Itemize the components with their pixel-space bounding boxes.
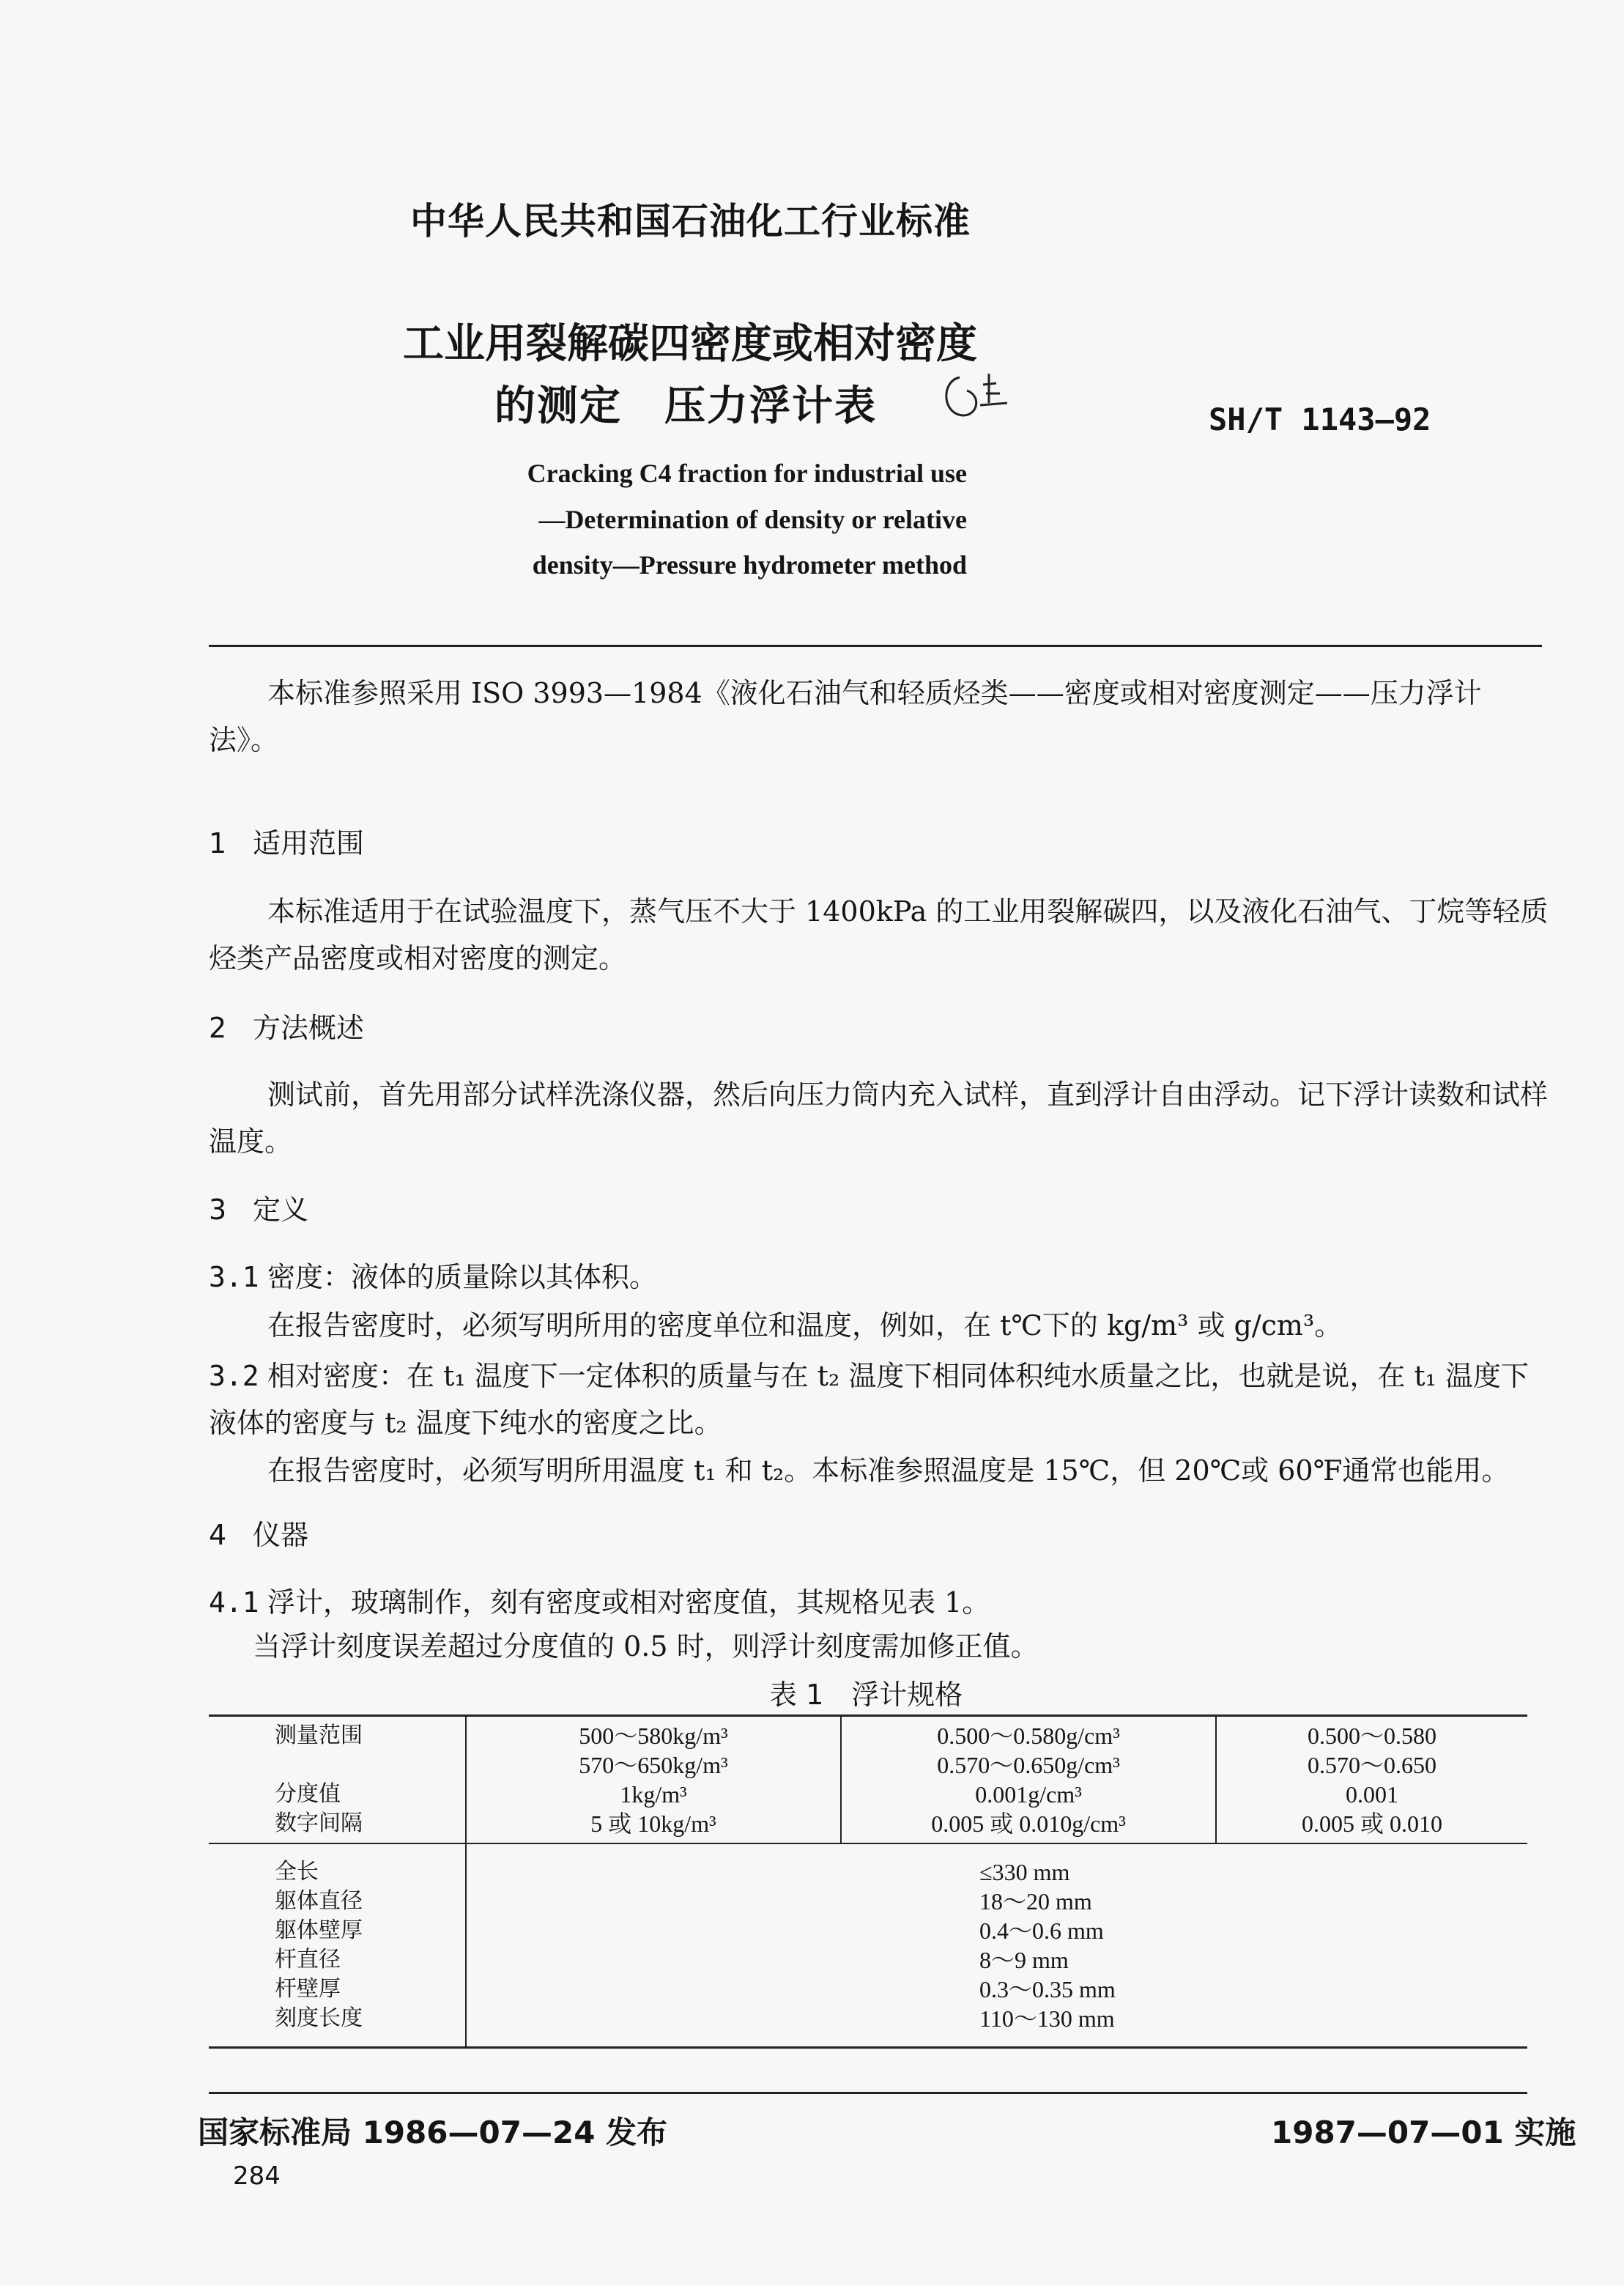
table-label-cell (209, 1716, 466, 1844)
doc-title-line-2: 的测定 压力浮计表 (494, 382, 877, 430)
section-heading (209, 821, 364, 861)
clause-note: 在报告密度时，必须写明所用温度 t₁ 和 t₂。本标准参照温度是 15℃，但 20℃或 60℉通常也能用。 (267, 1454, 1510, 1487)
table-label: 测量范围 (275, 1723, 363, 1748)
section-title: 方法概述 (253, 1012, 365, 1044)
section-number: 4 (209, 1519, 227, 1551)
table-value: 110～130 mm (979, 2005, 1115, 2032)
section-number: 3 (209, 1194, 227, 1226)
issuing-standard-header: 中华人民共和国石油化工行业标准 (410, 200, 971, 243)
handwritten-annotation-mark (938, 363, 1018, 421)
table-label-cell (209, 1843, 466, 2048)
section-title: 仪器 (253, 1519, 309, 1551)
table-value: 0.500～0.580g/cm³ (937, 1723, 1120, 1749)
section-paragraph: 本标准适用于在试验温度下，蒸气压不大于 1400kPa 的工业用裂解碳四，以及液化石油气、丁烷等轻质烃类产品密度或相对密度的测定。 (209, 895, 1549, 974)
table-label: 数字间隔 (275, 1810, 363, 1836)
intro-paragraph: 本标准参照采用 ISO 3993—1984《液化石油气和轻质烃类——密度或相对密度测定——压力浮计法》。 (209, 677, 1482, 756)
clause-note: 当浮计刻度误差超过分度值的 0.5 时，则浮计刻度需加修正值。 (253, 1630, 1039, 1662)
clause-note: 在报告密度时，必须写明所用的密度单位和温度，例如，在 t℃下的 kg/m³ 或 g/cm³。 (267, 1309, 1343, 1342)
table-cell (841, 1716, 1216, 1844)
table-label: 刻度长度 (275, 2005, 363, 2031)
table-cell (466, 1843, 1527, 2048)
table-label: 躯体直径 (275, 1888, 363, 1914)
table-label: 杆直径 (275, 1947, 341, 1972)
section-title: 适用范围 (253, 827, 365, 859)
table-label: 分度值 (275, 1781, 341, 1807)
header-divider (209, 645, 1542, 647)
table-value: 0.005 或 0.010 (1301, 1810, 1442, 1837)
table-value: 0.001g/cm³ (975, 1781, 1082, 1808)
table-value: 5 或 10kg/m³ (590, 1810, 716, 1837)
section-number: 1 (209, 827, 227, 859)
table-value: 18～20 mm (979, 1888, 1092, 1915)
table-value: 0.570～0.650 (1307, 1752, 1436, 1778)
clause-number: 3.2 (209, 1360, 259, 1392)
table-label: 躯体壁厚 (275, 1917, 363, 1943)
table-cell (466, 1716, 841, 1844)
table-value: 8～9 mm (979, 1947, 1069, 1973)
table-value: 0.4～0.6 mm (979, 1917, 1104, 1944)
table-value: 0.3～0.35 mm (979, 1976, 1116, 2002)
clause-number: 4.1 (209, 1586, 259, 1619)
table-caption: 表 1 浮计规格 (769, 1679, 963, 1711)
table-row (209, 1843, 1527, 2048)
doc-title-line-1: 工业用裂解碳四密度或相对密度 (403, 320, 977, 368)
section-title: 定义 (253, 1194, 309, 1226)
section-heading (209, 1187, 308, 1227)
clause-number: 3.1 (209, 1261, 259, 1293)
table-value: 500～580kg/m³ (579, 1723, 728, 1749)
english-title-line: density—Pressure hydrometer method (532, 550, 967, 580)
issue-date: 国家标准局 1986—07—24 发布 (198, 2115, 668, 2150)
clause-line (209, 1580, 990, 1620)
clause-text: 密度：液体的质量除以其体积。 (267, 1261, 658, 1293)
section-paragraph: 测试前，首先用部分试样洗涤仪器，然后向压力筒内充入试样，直到浮计自由浮动。记下浮计读数和试样温度。 (209, 1079, 1549, 1158)
table-value: 0.005 或 0.010g/cm³ (931, 1810, 1126, 1837)
table-value: 0.570～0.650g/cm³ (937, 1752, 1120, 1778)
table-label (275, 1750, 458, 1780)
standard-code: SH/T 1143—92 (1209, 402, 1431, 437)
english-title-line: —Determination of density or relative (538, 505, 967, 534)
english-title-line: Cracking C4 fraction for industrial use (527, 459, 967, 488)
table-label: 杆壁厚 (275, 1976, 341, 2002)
table-value: ≤330 mm (979, 1859, 1070, 1885)
clause-line (209, 1353, 1549, 1446)
page-number: 284 (233, 2161, 281, 2191)
table-value: 0.500～0.580 (1307, 1723, 1436, 1749)
hydrometer-spec-table (209, 1714, 1527, 2049)
section-heading (209, 1005, 364, 1046)
table-value: 0.001 (1346, 1781, 1398, 1808)
clause-line (209, 1254, 657, 1295)
effective-date: 1987—07—01 实施 (1271, 2115, 1576, 2150)
clause-text: 相对密度：在 t₁ 温度下一定体积的质量与在 t₂ 温度下相同体积纯水质量之比，也就是说，在 t₁ 温度下液体的密度与 t₂ 温度下纯水的密度之比。 (209, 1360, 1529, 1439)
clause-text: 浮计，玻璃制作，刻有密度或相对密度值，其规格见表 1。 (267, 1586, 990, 1619)
table-value: 570～650kg/m³ (579, 1752, 728, 1778)
table-cell (1216, 1716, 1527, 1844)
table-value: 1kg/m³ (620, 1781, 687, 1808)
footer-divider (209, 2092, 1527, 2094)
table-label: 全长 (275, 1859, 319, 1884)
table-row (209, 1716, 1527, 1844)
section-number: 2 (209, 1012, 227, 1044)
section-heading (209, 1512, 308, 1553)
